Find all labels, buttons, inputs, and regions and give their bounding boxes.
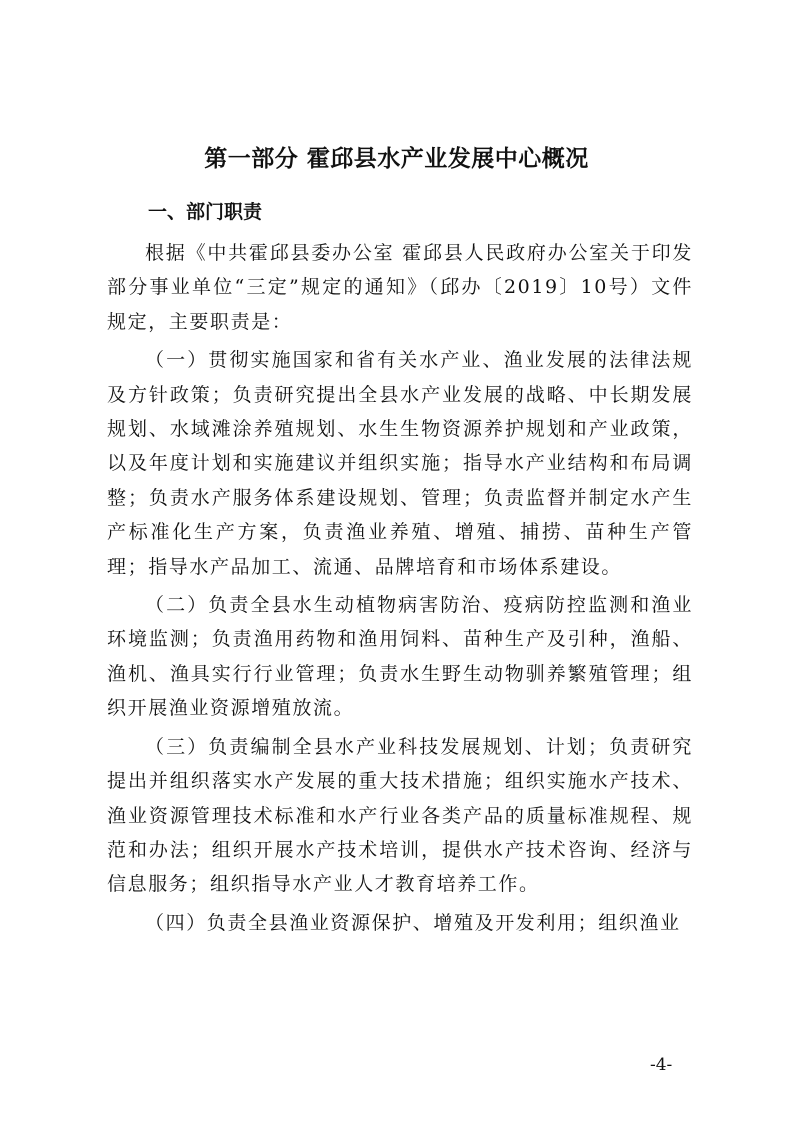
paragraph-duty-3: （三）负责编制全县水产业科技发展规划、计划；负责研究提出并组织落实水产发展的重大技术措施；组织实施水产技术、渔业资源管理技术标准和水产行业各类产品的质量标准规程、规范和办法；组织开展水产技术培训，提供水产技术咨询、经济与信息服务；组织指导水产业人才教育培养工作。 xyxy=(107,735,693,896)
page-title: 第一部分 霍邱县水产业发展中心概况 xyxy=(204,146,589,172)
paragraph-duty-4: （四）负责全县渔业资源保护、增殖及开发利用；组织渔业 xyxy=(145,911,681,934)
page-number: -4- xyxy=(650,1055,673,1075)
body-text xyxy=(107,236,693,944)
paragraph-intro: 根据《中共霍邱县委办公室 霍邱县人民政府办公室关于印发部分事业单位“三定”规定的通知》（邱办〔2019〕10号）文件规定，主要职责是： xyxy=(107,242,693,333)
paragraph-duty-1: （一）贯彻实施国家和省有关水产业、渔业发展的法律法规及方针政策；负责研究提出全县水产业发展的战略、中长期发展规划、水域滩涂养殖规划、水生生物资源养护规划和产业政策，以及年度计划和实施建议并组织实施；指导水产业结构和布局调整；负责水产服务体系建设规划、管理；负责监督并制定水产生产标准化生产方案，负责渔业养殖、增殖、捕捞、苗种生产管理；指导水产品加工、流通、品牌培育和市场体系建设。 xyxy=(107,349,693,578)
paragraph-duty-2: （二）负责全县水生动植物病害防治、疫病防控监测和渔业环境监测；负责渔用药物和渔用饲料、苗种生产及引种，渔船、渔机、渔具实行行业管理；负责水生野生动物驯养繁殖管理；组织开展渔业资源增殖放流。 xyxy=(107,594,693,720)
section-heading: 一、部门职责 xyxy=(148,201,263,223)
